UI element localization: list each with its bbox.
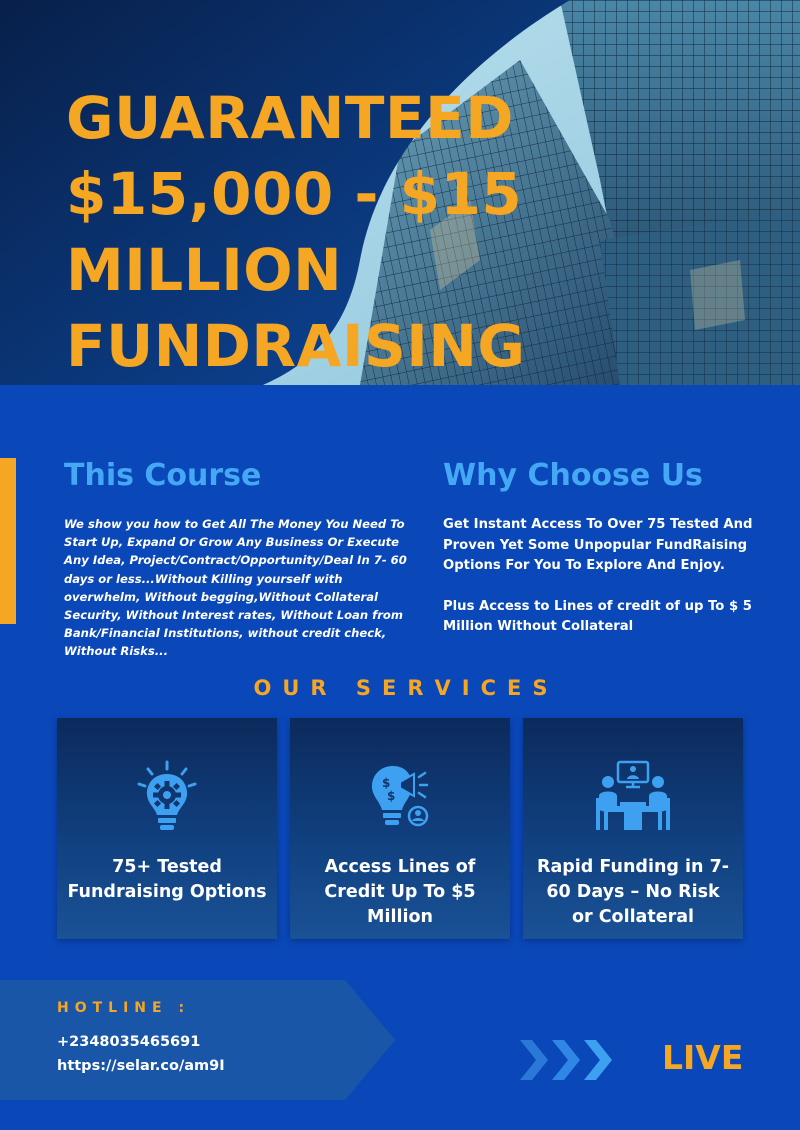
hero-title-line-4: FUNDRAISING [66, 312, 526, 380]
hero-title-line-1: GUARANTEED [66, 84, 514, 152]
why-choose-us-heading: Why Choose Us [443, 458, 703, 493]
service-label-1: 75+ Tested Fundraising Options [67, 857, 267, 902]
hotline-label: HOTLINE : [57, 1000, 191, 1016]
why-paragraph-2: Plus Access to Lines of credit of up To $ 5 Million Without Collateral [443, 598, 752, 635]
service-card-rapid-funding [523, 718, 743, 939]
video-meeting-icon [588, 760, 678, 834]
hotline-phone[interactable]: +2348035465691 [57, 1034, 201, 1050]
svg-text:$: $ [382, 776, 391, 790]
service-card-fundraising-options [57, 718, 277, 939]
hotline-link[interactable]: https://selar.co/am9I [57, 1058, 225, 1074]
course-description: We show you how to Get All The Money You Need To Start Up, Expand Or Grow Any Business Or Execute Any Idea, Project/Contract/Opportunity/Deal In 7- 60 days or less...Without Killing yourself with overwhelm, Without begging,Without Collateral Security, Without Interest rates, Without Loan from Bank/Financial Institutions, without credit check, Without Risks... [64, 517, 407, 659]
hero-title-line-3: MILLION [66, 236, 343, 304]
lightbulb-gear-icon [127, 760, 207, 834]
chevrons-right-icon [520, 1040, 616, 1080]
hero-banner [0, 0, 800, 385]
why-choose-us-text [443, 515, 773, 658]
service-label-3: Rapid Funding in 7-60 Days – No Risk or Collateral [536, 857, 730, 927]
svg-text:$: $ [387, 789, 396, 803]
course-heading: This Course [64, 458, 262, 493]
left-accent-bar [0, 458, 16, 624]
hero-title [66, 80, 626, 384]
service-label-2: Access Lines of Credit Up To $5 Million [324, 857, 476, 927]
service-card-credit-lines [290, 718, 510, 939]
why-paragraph-1: Get Instant Access To Over 75 Tested And Proven Yet Some Unpopular FundRaising Options For You To Explore And Enjoy. [443, 517, 753, 574]
money-idea-megaphone-icon [360, 760, 440, 834]
live-label: LIVE [662, 1038, 744, 1077]
services-title: OUR SERVICES [253, 676, 559, 700]
hero-title-line-2: $15,000 - $15 [66, 160, 523, 228]
